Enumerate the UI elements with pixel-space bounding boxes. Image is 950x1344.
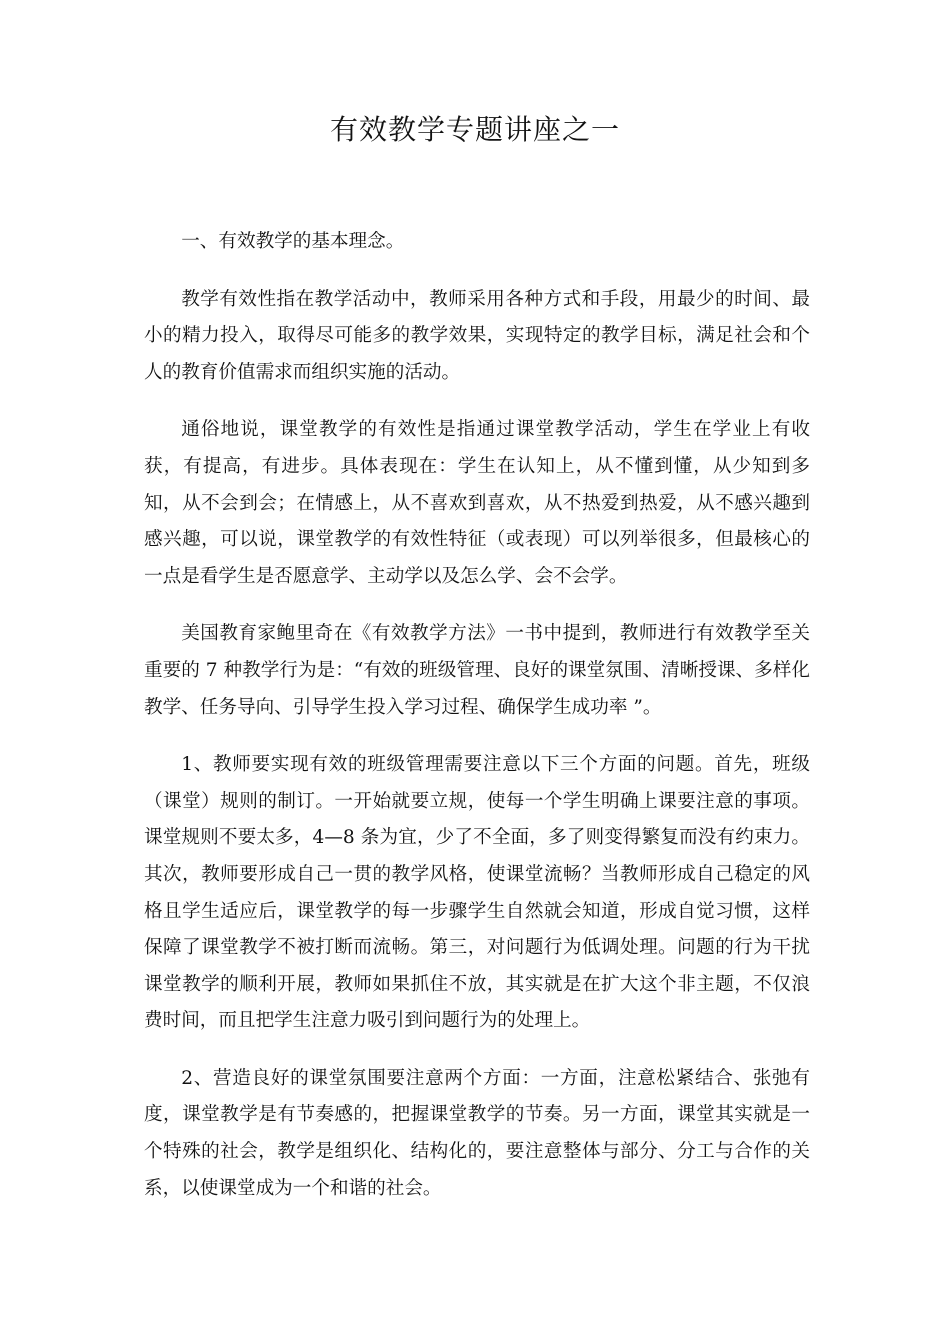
paragraph-borich-behaviors: 美国教育家鲍里奇在《有效教学方法》一书中提到，教师进行有效教学至关重要的 7 种教学行为是：“有效的班级管理、良好的课堂氛围、清晰授课、多样化教学、任务导向、引导学生投入学习过程、确保学生成功率 ”。: [144, 623, 810, 718]
paragraph-plain-explanation: 通俗地说，课堂教学的有效性是指通过课堂教学活动，学生在学业上有收获，有提高，有进步。具体表现在：学生在认知上，从不懂到懂，从少知到多知，从不会到会；在情感上，从不喜欢到喜欢，从不热爱到热爱，从不感兴趣到感兴趣，可以说，课堂教学的有效性特征（或表现）可以列举很多，但最核心的一点是看学生是否愿意学、主动学以及怎么学、会不会学。: [144, 419, 810, 587]
document-title: 有效教学专题讲座之一: [329, 113, 620, 146]
document-body: [144, 224, 810, 1228]
section-heading: 一、有效教学的基本理念。: [181, 231, 405, 252]
paragraph-classroom-atmosphere: 2、营造良好的课堂氛围要注意两个方面：一方面，注意松紧结合、张弛有度，课堂教学是有节奏感的，把握课堂教学的节奏。另一方面，课堂其实就是一个特殊的社会，教学是组织化、结构化的，要注意整体与部分、分工与合作的关系，以使课堂成为一个和谐的社会。: [144, 1067, 810, 1199]
paragraph-class-management: 1、教师要实现有效的班级管理需要注意以下三个方面的问题。首先，班级（课堂）规则的制订。一开始就要立规，使每一个学生明确上课要注意的事项。课堂规则不要太多，4—8 条为宜，少了不全面，多了则变得繁复而没有约束力。其次，教师要形成自己一贯的教学风格，使课堂流畅？当教师形成自己稳定的风格且学生适应后，课堂教学的每一步骤学生自然就会知道，形成自觉习惯，这样保障了课堂教学不被打断而流畅。第三，对问题行为低调处理。问题的行为干扰课堂教学的顺利开展，教师如果抓住不放，其实就是在扩大这个非主题，不仅浪费时间，而且把学生注意力吸引到问题行为的处理上。: [144, 754, 810, 1032]
paragraph-definition: 教学有效性指在教学活动中，教师采用各种方式和手段，用最少的时间、最小的精力投入，取得尽可能多的教学效果，实现特定的教学目标，满足社会和个人的教育价值需求而组织实施的活动。: [144, 288, 810, 383]
